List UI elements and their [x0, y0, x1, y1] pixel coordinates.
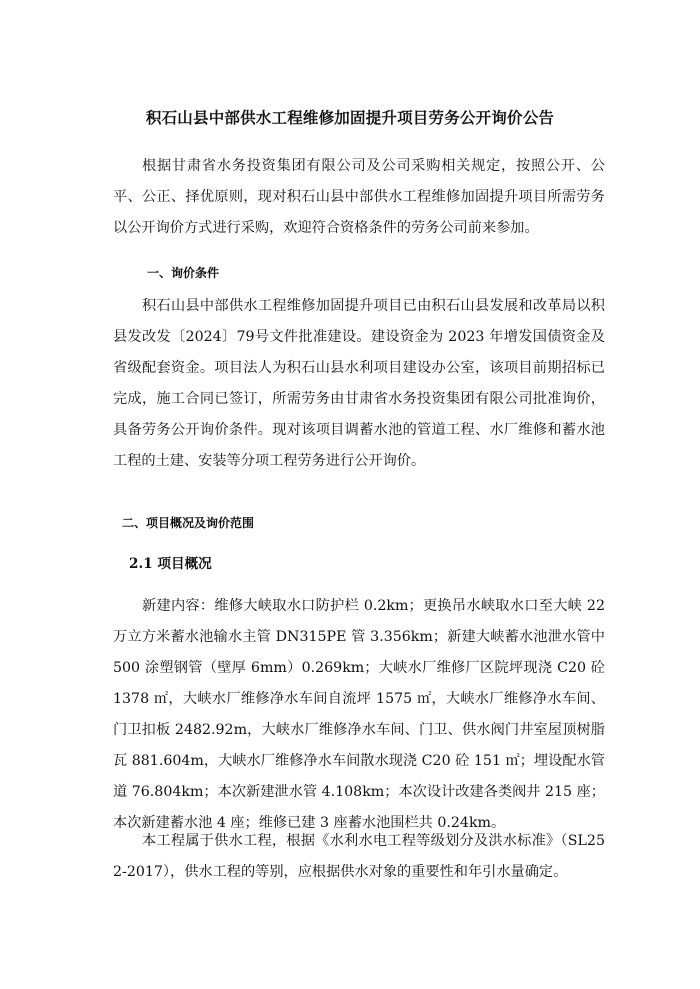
closing-paragraph: 本工程属于供水工程，根据《水利水电工程等级划分及洪水标准》（SL252-2017），供水工程的等别，应根据供水对象的重要性和年引水量确定。: [113, 833, 605, 880]
section-2-1-heading: 2.1 项目概况: [129, 556, 212, 572]
document-title: 积石山县中部供水工程维修加固提升项目劳务公开询价公告: [145, 109, 555, 127]
intro-paragraph: 根据甘肃省水务投资集团有限公司及公司采购相关规定，按照公开、公平、公正、择优原则，现对积石山县中部供水工程维修加固提升项目所需劳务以公开询价方式进行采购，欢迎符合资格条件的劳务公司前来参加。: [113, 158, 605, 236]
project-content-paragraph: 新建内容：维修大峡取水口防护栏 0.2km；更换吊水峡取水口至大峡 22 万立方米蓄水池输水主管 DN315PE 管 3.356km；新建大峡蓄水池泄水管中 500 涂塑钢管（壁厚 6mm）0.269km；大峡水厂维修厂区院坪现浇 C20 砼 1378 ㎡，大峡水厂维修净水车间自流坪 1575 ㎡，大峡水厂维修净水车间、门卫扣板 2482.92m，大峡水厂维修净水车间、门卫、供水阀门井室屋顶树脂瓦 881.604m，大峡水厂维修净水车间散水现浇 C20 砼 151 ㎡；埋设配水管道 76.804km；本次新建泄水管 4.108km；本次设计改建各类阀井 215 座；本次新建蓄水池 4 座；维修已建 3 座蓄水池围栏共 0.24km。: [113, 598, 605, 831]
section-1-paragraph: 积石山县中部供水工程维修加固提升项目已由积石山县发展和改革局以积县发改发〔2024〕79号文件批准建设。建设资金为 2023 年增发国债资金及省级配套资金。项目法人为积石山县水利项目建设办公室，该项目前期招标已完成，施工合同已签订，所需劳务由甘肃省水务投资集团有限公司批准询价，具备劳务公开询价条件。现对该项目调蓄水池的管道工程、水厂维修和蓄水池工程的土建、安装等分项工程劳务进行公开询价。: [113, 298, 605, 469]
section-1-heading: 一、询价条件: [147, 266, 220, 280]
section-2-heading: 二、项目概况及询价范围: [122, 516, 255, 530]
